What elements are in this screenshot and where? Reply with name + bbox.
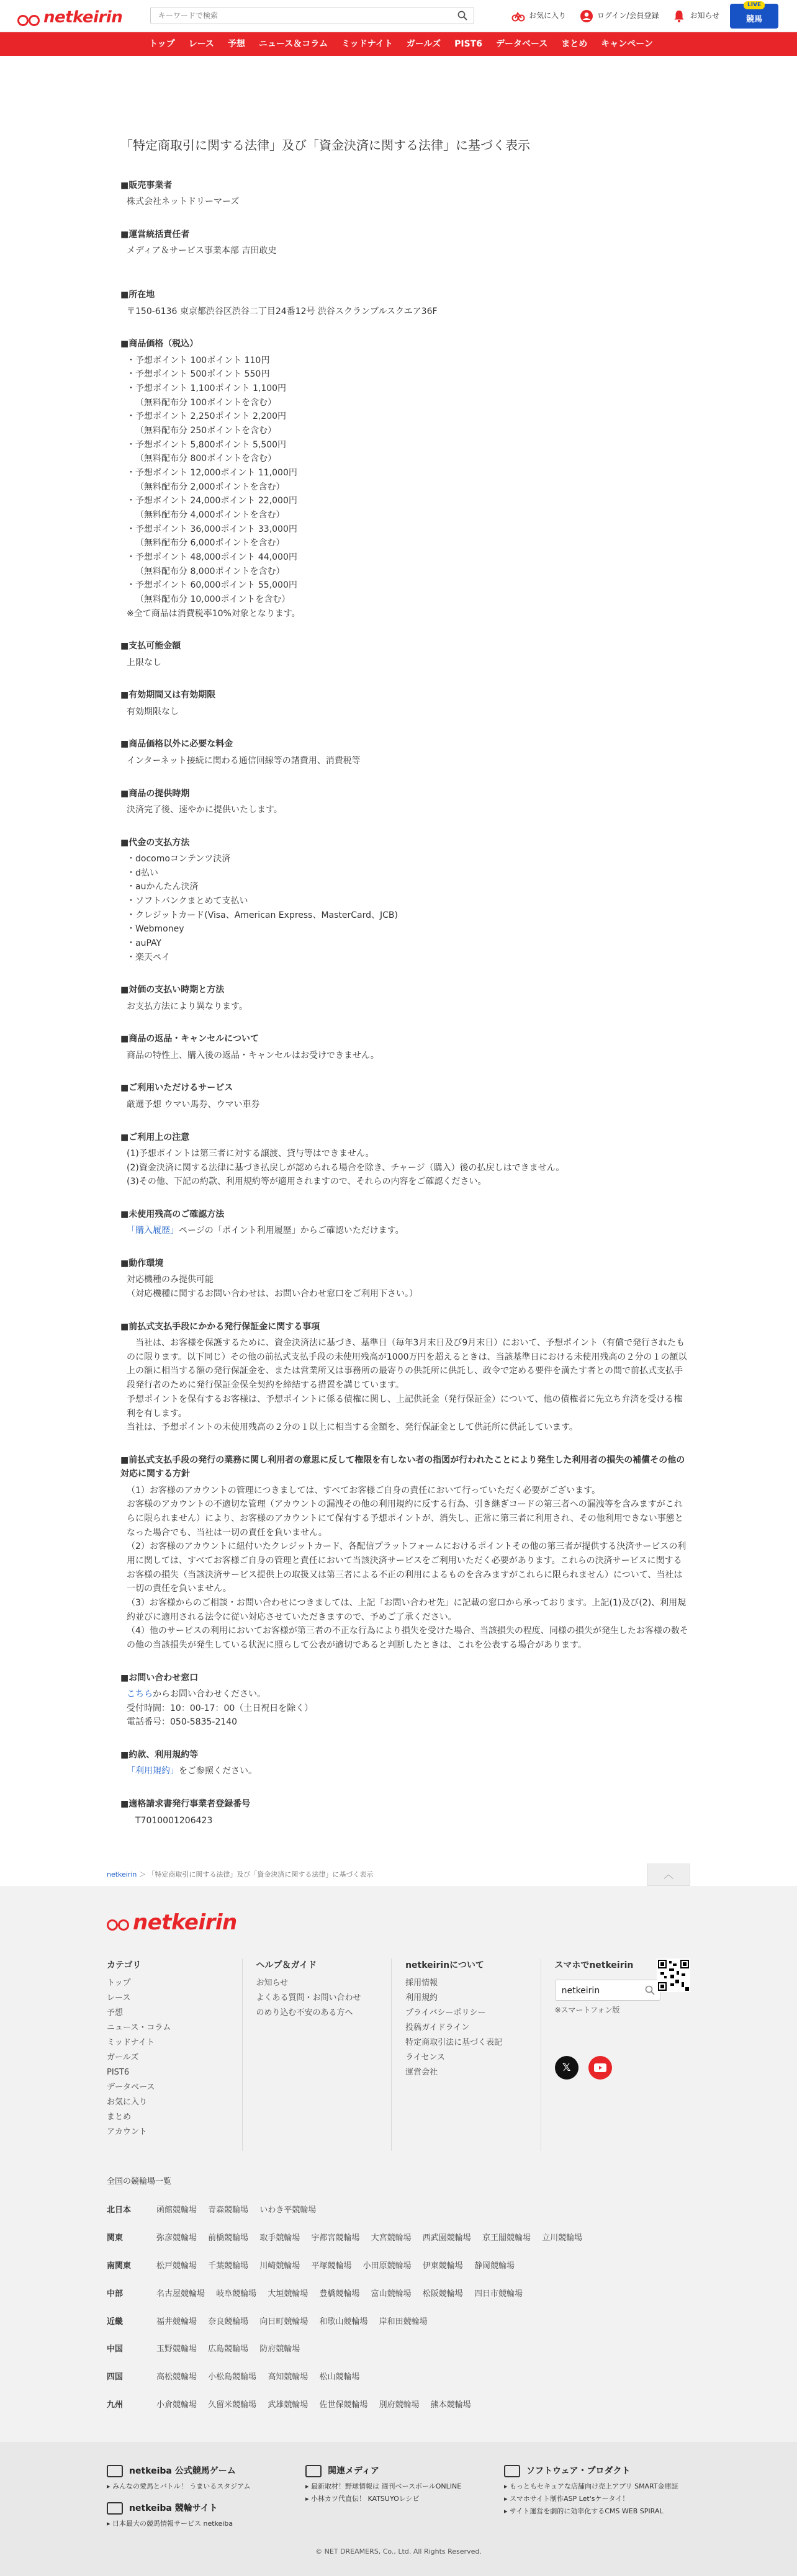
venue-row xyxy=(107,2204,690,2217)
footer-column-title: スマホでnetkeirin xyxy=(554,1960,634,1970)
price-item: ・ 予想ポイント 1,100ポイント 1,100円 xyxy=(127,382,690,396)
login-button[interactable] xyxy=(580,9,659,23)
favorites-label: お気に入り xyxy=(529,11,567,20)
payment-list xyxy=(127,852,690,964)
footer-link[interactable]: お知らせ xyxy=(256,1978,289,1988)
venue-link[interactable]: 玉野競輪場 xyxy=(156,2345,197,2354)
search-input[interactable] xyxy=(151,7,449,24)
live-label: 競馬 xyxy=(745,15,762,24)
venue-row xyxy=(107,2316,690,2329)
nav-database[interactable]: データベース xyxy=(495,38,548,49)
price-item-note: （無料配布分 4,000ポイントを含む） xyxy=(135,509,285,520)
section-title: ■ ご利用上の注意 xyxy=(120,1131,690,1144)
footer-about-column xyxy=(405,1959,541,2151)
notes-line: (1)予想ポイントは第三者に対する譲渡、貸与等はできません。 xyxy=(127,1148,374,1159)
price-item: ・ 予想ポイント 24,000ポイント 22,000円 xyxy=(127,494,690,508)
footer-mobile-column xyxy=(555,1959,690,2151)
section-title: ■ お問い合わせ窓口 xyxy=(120,1671,690,1685)
payment-item: ・ d払い xyxy=(127,866,690,881)
fees-text: インターネット接続に関わる通信回線等の諸費用、消費税等 xyxy=(127,755,361,766)
footer-link[interactable]: データベース xyxy=(107,2083,155,2093)
nav-matome[interactable]: まとめ xyxy=(561,38,588,49)
venue-link[interactable]: 大宮競輪場 xyxy=(371,2233,412,2243)
validity-text: 有効期限なし xyxy=(127,706,179,717)
contact-tel: 電話番号：050-5835-2140 xyxy=(127,1717,238,1728)
services-text: 厳選予想 ウマい馬券、ウマい車券 xyxy=(127,1099,260,1110)
footer-link[interactable]: ライセンス xyxy=(405,2053,445,2063)
section-terms xyxy=(107,1748,690,1779)
section-title: ■ 運営統括責任者 xyxy=(120,228,690,241)
price-item-note: （無料配布分 10,000ポイントを含む） xyxy=(135,595,290,604)
contact-text xyxy=(127,1687,690,1702)
terms-link[interactable]: 「利用規約」 xyxy=(127,1766,179,1777)
venue-row xyxy=(107,2260,690,2273)
notifications-label: お知らせ xyxy=(690,11,720,20)
section-title: ■ 有効期間又は有効期限 xyxy=(120,688,690,702)
mobile-search-box[interactable] xyxy=(555,1980,660,2001)
price-note: ※全て商品は消費税率10%対象となります。 xyxy=(127,608,300,619)
price-item-note: （無料配布分 100ポイントを含む） xyxy=(135,397,277,408)
section-payment xyxy=(107,836,690,965)
footer-bottom-link[interactable]: ▸ サイト運営を劇的に効率化するCMS WEB SPIRAL xyxy=(504,2505,690,2518)
venue-link[interactable]: 広島競輪場 xyxy=(208,2345,249,2354)
section-title: ■ 適格請求書発行事業者登録番号 xyxy=(120,1797,690,1811)
section-title: ■ 対価の支払い時期と方法 xyxy=(120,983,690,997)
bicycle-icon xyxy=(17,9,41,27)
footer-link[interactable]: レース xyxy=(107,1993,131,2003)
payment-item: ・ 楽天ペイ xyxy=(127,951,690,965)
section-title: ■ 販売事業者 xyxy=(120,179,690,192)
section-title: ■ 動作環境 xyxy=(120,1257,690,1270)
footer-column-title: netkeirinについて xyxy=(405,1960,484,1970)
breadcrumb-current: 「特定商取引に関する法律」及び「資金決済に関する法律」に基づく表示 xyxy=(148,1870,374,1879)
venue-link[interactable]: 松阪競輪場 xyxy=(422,2289,463,2299)
footer-bottom-link[interactable]: ▸ もっともセキュアな店舗向け売上アプリ SMART金庫証 xyxy=(504,2480,690,2493)
footer xyxy=(0,1886,797,2576)
footer-bottom-title xyxy=(107,2464,293,2478)
section-contact xyxy=(107,1671,690,1730)
section-validity xyxy=(107,688,690,719)
payment-item: ・ docomoコンテンツ決済 xyxy=(127,852,690,866)
footer-bottom-link[interactable]: ▸ みんなの愛馬とバトル！ うまいるスタジアム xyxy=(107,2480,293,2493)
payment-item: ・ ソフトバンクまとめて支払い xyxy=(127,894,690,909)
price-item: ・ 予想ポイント 500ポイント 550円 xyxy=(127,367,690,382)
venue-link[interactable]: 平塚競輪場 xyxy=(311,2261,352,2271)
section-manager xyxy=(107,228,690,258)
footer-logo-text: netkeirin xyxy=(133,1910,237,1936)
footer-link[interactable]: 運営会社 xyxy=(405,2068,438,2078)
venue-region: 中部 xyxy=(107,2289,124,2299)
venue-link[interactable]: 小倉競輪場 xyxy=(156,2400,197,2410)
venue-link[interactable]: 岸和田競輪場 xyxy=(379,2317,428,2327)
footer-bottom-title xyxy=(305,2464,492,2478)
footer-link[interactable]: ニュース・コラム xyxy=(107,2023,171,2033)
footer-bottom-title xyxy=(504,2464,690,2478)
footer-bottom-title-text: netkeiba 公式競馬ゲーム xyxy=(129,2466,236,2476)
venue-row xyxy=(107,2343,690,2356)
footer-game-column xyxy=(107,2464,293,2530)
chevron-up-icon: ︿ xyxy=(663,1869,673,1881)
footer-link[interactable]: トップ xyxy=(107,1978,131,1988)
section-address xyxy=(107,288,690,318)
venue-link[interactable]: 福井競輪場 xyxy=(156,2317,197,2327)
price-item-note: （無料配布分 800ポイントを含む） xyxy=(135,454,277,464)
search-icon[interactable] xyxy=(457,11,467,20)
section-title: ■ 前払式支払手段の発行の業務に関し利用者の意思に反して権限を有しない者の指図が行われたことにより発生した利用者の損失の補償その他の対応に関する方針 xyxy=(120,1453,690,1481)
venue-link[interactable]: 和歌山競輪場 xyxy=(319,2317,368,2327)
venue-link[interactable]: 宇都宮競輪場 xyxy=(311,2233,360,2243)
delivery-text: 決済完了後、速やかに提供いたします。 xyxy=(127,804,282,815)
venue-link[interactable]: 小松島競輪場 xyxy=(208,2372,257,2382)
section-limit xyxy=(107,639,690,670)
venue-link[interactable]: 松山競輪場 xyxy=(319,2372,360,2382)
section-services xyxy=(107,1081,690,1111)
section-compensation xyxy=(107,1453,690,1653)
section-fees xyxy=(107,737,690,768)
venue-link[interactable]: 川崎競輪場 xyxy=(259,2261,300,2271)
deposit-paragraph: 予想ポイントを保有するお客様は、予想ポイントに係る債権に関し、上記供託金（発行保証金）について、他の債権者に先立ち弁済を受ける権利を有します。 xyxy=(127,1394,683,1419)
footer-link[interactable]: ミッドナイト xyxy=(107,2038,155,2048)
venue-link[interactable]: 静岡競輪場 xyxy=(474,2261,515,2271)
address-text: 〒150-6136 東京都渋谷区渋谷二丁目24番12号 渋谷スクランブルスクエア36F xyxy=(127,306,438,316)
footer-link[interactable]: アカウント xyxy=(107,2127,147,2137)
footer-media-column xyxy=(305,2464,492,2530)
footer-logo[interactable] xyxy=(107,1906,690,1939)
venue-link[interactable]: 前橋競輪場 xyxy=(208,2233,249,2243)
venue-link[interactable]: 四日市競輪場 xyxy=(474,2289,523,2299)
venue-link[interactable]: 武雄競輪場 xyxy=(268,2400,308,2410)
search-icon xyxy=(645,1985,655,1995)
back-to-top-button[interactable] xyxy=(647,1864,690,1886)
venue-link[interactable]: 別府競輪場 xyxy=(379,2400,420,2410)
venue-link[interactable]: 奈良競輪場 xyxy=(208,2317,249,2327)
footer-link[interactable]: お気に入り xyxy=(107,2098,148,2107)
footer-link[interactable]: プライバシーポリシー xyxy=(405,2008,486,2018)
favorites-button[interactable] xyxy=(511,9,566,23)
deposit-paragraph: 当社は、お客様を保護するために、資金決済法に基づき、基準日（毎年3月末日及び9月末日）において、予想ポイント（有償で発行されたものに限ります。以下同じ）その他の前払式支払手段の未使用残高が1000万円を超えるときは、当該基準日における未使用残高の２分の１の額以上の額に相当する額の発行保証金を、または営業所又は事務所の最寄りの供託所に供託し、政令で定める要件を満たす者との間で前払式支払手段発行者のために発行保証金保全契約を締結する措置を講じています。 xyxy=(127,1338,687,1391)
nav-yoso[interactable]: 予想 xyxy=(227,38,245,49)
venue-link[interactable]: 防府競輪場 xyxy=(259,2345,300,2354)
venue-region: 南関東 xyxy=(107,2261,132,2271)
site-logo[interactable] xyxy=(17,5,122,31)
venue-list xyxy=(107,2176,690,2412)
venue-link[interactable]: 京王閣競輪場 xyxy=(482,2233,531,2243)
section-deposit xyxy=(107,1320,690,1435)
qr-code-icon xyxy=(657,1959,690,1992)
netkeiba-icon xyxy=(107,2465,123,2477)
section-seller xyxy=(107,179,690,209)
footer-link[interactable]: 投稿ガイドライン xyxy=(405,2023,470,2033)
footer-link[interactable]: ガールズ xyxy=(107,2053,139,2063)
monitor-icon xyxy=(107,2502,123,2515)
price-item: ・ 予想ポイント 5,800ポイント 5,500円 xyxy=(127,438,690,452)
footer-bottom-title-text: 関連メディア xyxy=(328,2466,379,2476)
contact-link[interactable]: こちら xyxy=(127,1689,153,1700)
unused-desc: ページの「ポイント利用履歴」からご確認いただけます。 xyxy=(179,1226,404,1236)
invoice-number: T7010001206423 xyxy=(135,1815,213,1826)
footer-link[interactable]: 特定商取引法に基づく表記 xyxy=(405,2038,503,2048)
footer-bottom-link[interactable]: ▸ 日本最大の競馬情報サービス netkeiba xyxy=(107,2518,293,2530)
user-icon xyxy=(580,9,593,23)
price-item: ・ 予想ポイント 12,000ポイント 11,000円 xyxy=(127,466,690,480)
price-item-note: （無料配布分 250ポイントを含む） xyxy=(135,425,277,436)
venue-region: 近畿 xyxy=(107,2317,124,2327)
venue-link[interactable]: 名古屋競輪場 xyxy=(156,2289,205,2299)
footer-bottom-title-text: ソフトウェア・プロダクト xyxy=(526,2466,631,2476)
compensation-paragraph: お客様のアカウントの不適切な管理（アカウントの漏洩その他の利用規約に反する行為、引き継ぎコードの第三者への漏洩等を含みますがこれらに限られません）により、お客様のアカウントにて保有する予想ポイントが、消失し、正常に第三者に利用され、その他利用できない事態となった場合でも、当社は一切の責任を負いません。 xyxy=(127,1499,683,1538)
section-title: ■ 支払可能金額 xyxy=(120,639,690,653)
venue-link[interactable]: 豊橋競輪場 xyxy=(319,2289,360,2299)
footer-bottom-link[interactable]: ▸ 小林カツ代直伝！ KATSUYOレシピ xyxy=(305,2493,492,2505)
venue-link[interactable]: 向日町競輪場 xyxy=(259,2317,308,2327)
section-title: ■ ご利用いただけるサービス xyxy=(120,1081,690,1095)
venue-link[interactable]: 西武園競輪場 xyxy=(422,2233,471,2243)
nav-midnight[interactable]: ミッドナイト xyxy=(341,38,393,49)
timing-text: お支払方法により異なります。 xyxy=(127,1001,248,1012)
terms-text xyxy=(127,1764,690,1779)
footer-bottom-link[interactable]: ▸ スマホサイト制作ASP Let'sケータイ！ xyxy=(504,2493,690,2505)
compensation-paragraph: （2）お客様のアカウントに紐付いたクレジットカード、各配信プラットフォームにおけるポイントその他の第三者が提供する決済サービスの利用に関しては、すべてお客様ご自身の管理と責任において当該決済サービスをご利用いただく必要があります。これらの決済サービスに関するお客様の損失（当該決済サービス提供上の取扱又は第三者による不正の利用によるものを含みますがこれらに限られません）について、当社は一切の責任を負いません。 xyxy=(127,1542,687,1594)
nav-girls[interactable]: ガールズ xyxy=(406,38,441,49)
page-title: 「特定商取引に関する法律」及び「資金決済に関する法律」に基づく表示 xyxy=(120,138,530,153)
section-unused xyxy=(107,1208,690,1238)
live-badge: LIVE xyxy=(744,1,765,9)
section-title: ■ 所在地 xyxy=(120,288,690,302)
mobile-search-text: netkeirin xyxy=(561,1986,600,1996)
env-line: （対応機種に関するお問い合わせは、お問い合わせ窓口をご利用下さい。） xyxy=(127,1289,418,1299)
footer-bottom-link[interactable]: ▸ 最新取材！野球情報は 週刊ベースボールONLINE xyxy=(305,2480,492,2493)
footer-link[interactable]: まとめ xyxy=(107,2112,132,2122)
compensation-paragraph: （3）お客様からのご相談・お問い合わせにつきましては、上記「お問い合わせ先」に記載の窓口から承っております。上記(1)及び(2)、利用規約並びに適用される法令に従い対応させていただきますので、予めご了承ください。 xyxy=(127,1598,687,1622)
venue-link[interactable]: 熊本競輪場 xyxy=(430,2400,471,2410)
breadcrumb xyxy=(107,1869,373,1880)
payment-item: ・ クレジットカード(Visa、American Express、MasterCard、JCB) xyxy=(127,909,690,923)
section-title: ■ 約款、利用規約等 xyxy=(120,1748,690,1762)
notes-line: (2)資金決済に関する法律に基づき払戻しが認められる場合を除き、チャージ（購入）後の払戻しはできません。 xyxy=(127,1162,565,1173)
search-box[interactable] xyxy=(150,7,474,24)
venue-row xyxy=(107,2371,690,2384)
contact-hours: 受付時間：10：00-17：00（土日祝日を除く） xyxy=(127,1703,313,1713)
footer-link[interactable]: 採用情報 xyxy=(405,1978,438,1988)
section-title: ■ 未使用残高のご確認方法 xyxy=(120,1208,690,1221)
venue-link[interactable]: 伊東競輪場 xyxy=(422,2261,463,2271)
footer-link[interactable]: のめり込む不安のある方へ xyxy=(256,2008,353,2018)
section-title: ■ 前払式支払手段にかかる発行保証金に関する事項 xyxy=(120,1320,690,1334)
price-item-note: （無料配布分 2,000ポイントを含む） xyxy=(135,482,285,492)
breadcrumb-separator: ＞ xyxy=(138,1870,146,1879)
payment-item: ・ Webmoney xyxy=(127,922,690,936)
bell-icon xyxy=(672,9,686,23)
logo-text: netkeirin xyxy=(43,8,123,27)
footer-bottom-title-text: netkeiba 競輪サイト xyxy=(129,2503,218,2513)
venue-link[interactable]: 佐世保競輪場 xyxy=(319,2400,368,2410)
footer-link[interactable]: 予想 xyxy=(107,2008,124,2018)
section-env xyxy=(107,1257,690,1301)
footer-link[interactable]: よくある質問・お問い合わせ xyxy=(256,1993,361,2003)
section-timing xyxy=(107,983,690,1013)
contact-desc: からお問い合わせください。 xyxy=(153,1689,266,1700)
env-line: 対応機種のみ提供可能 xyxy=(127,1275,214,1285)
venue-row xyxy=(107,2399,690,2412)
footer-link[interactable]: PIST6 xyxy=(107,2068,130,2078)
unused-text xyxy=(127,1224,690,1238)
price-item: ・ 予想ポイント 2,250ポイント 2,200円 xyxy=(127,410,690,424)
section-delivery xyxy=(107,787,690,817)
footer-column-title: カテゴリ xyxy=(107,1960,142,1970)
venue-link[interactable]: いわき平競輪場 xyxy=(259,2206,317,2215)
limit-text: 上限なし xyxy=(127,657,161,668)
venue-region: 関東 xyxy=(107,2233,124,2243)
venue-link[interactable]: 函館競輪場 xyxy=(156,2206,197,2215)
section-title: ■ 商品の返品・キャンセルについて xyxy=(120,1032,690,1046)
nav-race[interactable]: レース xyxy=(188,38,214,49)
nav-news[interactable]: ニュース＆コラム xyxy=(258,38,328,49)
venue-link[interactable]: 取手競輪場 xyxy=(259,2233,300,2243)
youtube-icon[interactable] xyxy=(588,2056,612,2080)
section-price xyxy=(107,337,690,621)
section-notes xyxy=(107,1131,690,1189)
footer-category-column xyxy=(107,1959,243,2151)
venue-link[interactable]: 岐阜競輪場 xyxy=(216,2289,257,2299)
terms-desc: をご参照ください。 xyxy=(179,1766,257,1777)
section-title: ■ 商品価格（税込） xyxy=(120,337,690,351)
venue-link[interactable]: 青森競輪場 xyxy=(208,2206,249,2215)
social-links xyxy=(555,2056,684,2080)
footer-bottom-title xyxy=(107,2502,293,2515)
venue-link[interactable]: 松戸競輪場 xyxy=(156,2261,197,2271)
purchase-history-link[interactable]: 「購入履歴」 xyxy=(127,1226,179,1236)
venue-list-title: 全国の競輪場一覧 xyxy=(107,2176,172,2186)
venue-row xyxy=(107,2232,690,2245)
nav-top[interactable]: トップ xyxy=(149,38,175,49)
nav-campaign[interactable]: キャンペーン xyxy=(601,38,654,49)
copyright: © NET DREAMERS, Co., Ltd. All Rights Reserved. xyxy=(315,2547,482,2556)
payment-item: ・ auかんたん決済 xyxy=(127,880,690,894)
manager-text: メディア＆サービス事業本部 吉田敢史 xyxy=(127,246,277,256)
payment-item: ・ auPAY xyxy=(127,936,690,951)
venue-link[interactable]: 高松競輪場 xyxy=(156,2372,197,2382)
venue-link[interactable]: 富山競輪場 xyxy=(371,2289,412,2299)
compensation-paragraph: （1）お客様のアカウントの管理につきましては、すべてお客様ご自身の責任において行っていただく必要がございます。 xyxy=(127,1485,601,1496)
gear-icon xyxy=(504,2465,520,2477)
footer-link[interactable]: 利用規約 xyxy=(405,1993,438,2003)
footer-help-column xyxy=(256,1959,392,2151)
deposit-paragraph: 当社は、予想ポイントの未使用残高の２分の１以上に相当する金額を、発行保証金として供託所に供託しています。 xyxy=(127,1422,578,1433)
footer-software-column xyxy=(504,2464,690,2530)
venue-link[interactable]: 高知競輪場 xyxy=(268,2372,308,2382)
venue-region: 中国 xyxy=(107,2345,124,2354)
price-item-note: （無料配布分 6,000ポイントを含む） xyxy=(135,538,285,549)
global-nav xyxy=(0,32,797,56)
venue-link[interactable]: 大垣競輪場 xyxy=(268,2289,308,2299)
footer-bottom xyxy=(0,2442,797,2576)
login-label: ログイン/会員登録 xyxy=(597,11,659,20)
section-invoice xyxy=(107,1797,690,1828)
footer-column-title: ヘルプ＆ガイド xyxy=(256,1960,317,1970)
venue-link[interactable]: 久留米競輪場 xyxy=(208,2400,257,2410)
price-item: ・ 予想ポイント 36,000ポイント 33,000円 xyxy=(127,523,690,537)
x-twitter-icon[interactable]: 𝕏 xyxy=(555,2056,579,2080)
bicycle-icon xyxy=(107,1913,130,1932)
price-item-note: （無料配布分 8,000ポイントを含む） xyxy=(135,566,285,577)
mobile-note: ※スマートフォン版 xyxy=(554,2006,620,2014)
venue-link[interactable]: 千葉競輪場 xyxy=(208,2261,249,2271)
media-icon xyxy=(305,2465,322,2477)
notes-line: (3)その他、下記の約款、利用規約等が適用されますので、それらの内容をご確認ください。 xyxy=(127,1177,487,1187)
price-list xyxy=(127,354,690,607)
venue-link[interactable]: 弥彦競輪場 xyxy=(156,2233,197,2243)
bicycle-favorite-icon xyxy=(511,9,525,23)
venue-row xyxy=(107,2288,690,2301)
main-content xyxy=(107,56,690,1828)
venue-link[interactable]: 立川競輪場 xyxy=(542,2233,583,2243)
live-keiba-button[interactable] xyxy=(730,4,778,29)
section-title: ■ 商品価格以外に必要な料金 xyxy=(120,737,690,751)
price-item: ・ 予想ポイント 60,000ポイント 55,000円 xyxy=(127,578,690,593)
breadcrumb-home[interactable]: netkeirin xyxy=(107,1870,137,1879)
nav-pist6[interactable]: PIST6 xyxy=(454,38,482,49)
header xyxy=(0,0,797,32)
returns-text: 商品の特性上、購入後の返品・キャンセルはお受けできません。 xyxy=(127,1050,379,1061)
seller-text: 株式会社ネットドリーマーズ xyxy=(127,197,240,207)
venue-region: 四国 xyxy=(107,2372,124,2382)
venue-region: 九州 xyxy=(107,2400,124,2410)
venue-region: 北日本 xyxy=(107,2206,132,2215)
section-title: ■ 商品の提供時期 xyxy=(120,787,690,801)
price-item: ・ 予想ポイント 48,000ポイント 44,000円 xyxy=(127,550,690,565)
price-item: ・ 予想ポイント 100ポイント 110円 xyxy=(127,354,690,368)
notifications-button[interactable] xyxy=(672,9,719,23)
compensation-paragraph: （4）他のサービスの利用においてお客様が第三者の不正な行為により損失を受けた場合、当該損失の程度、同様の損失が発生したお客様の数その他の当該損失が発生している状況に照らして公表が適切であると判断したときは、これを公表する場合があります。 xyxy=(127,1626,688,1651)
venue-link[interactable]: 小田原競輪場 xyxy=(362,2261,412,2271)
breadcrumb-bar xyxy=(107,1864,690,1886)
section-returns xyxy=(107,1032,690,1062)
section-title: ■ 代金の支払方法 xyxy=(120,836,690,850)
